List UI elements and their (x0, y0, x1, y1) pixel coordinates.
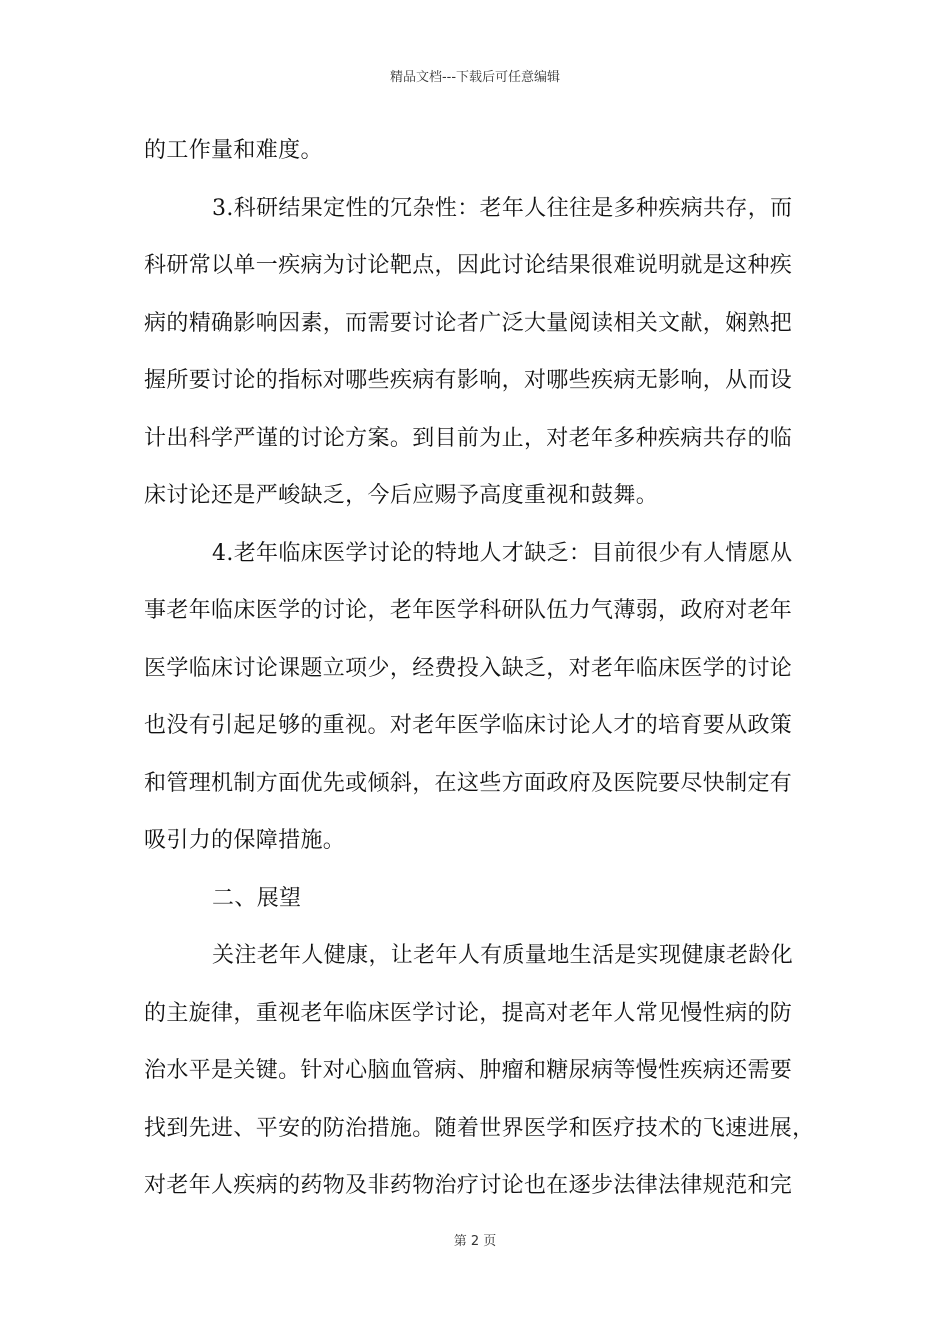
text-line: 找到先进、平安的防治措施。随着世界医学和医疗技术的飞速进展， (144, 1115, 815, 1141)
text-line: 也没有引起足够的重视。对老年医学临床讨论人才的培育要从政策 (144, 713, 793, 738)
text-line: 的主旋律，重视老年临床医学讨论，提高对老年人常见慢性病的防 (144, 1000, 793, 1026)
text-line: 对老年人疾病的药物及非药物治疗讨论也在逐步法律法律规范和完 (144, 1173, 793, 1198)
text-line: 4.老年临床医学讨论的特地人才缺乏：目前很少有人情愿从 (212, 540, 793, 566)
text-line: 和管理机制方面优先或倾斜，在这些方面政府及医院要尽快制定有 (144, 770, 793, 796)
text-line: 医学临床讨论课题立项少，经费投入缺乏，对老年临床医学的讨论 (144, 655, 793, 681)
text-line: 计出科学严谨的讨论方案。到目前为止，对老年多种疾病共存的临 (144, 425, 793, 451)
text-line: 病的精确影响因素，而需要讨论者广泛大量阅读相关文献，娴熟把 (144, 310, 793, 336)
text-line: 的工作量和难度。 (144, 138, 323, 163)
text-line: 科研常以单一疾病为讨论靶点，因此讨论结果很难说明就是这种疾 (144, 253, 793, 278)
text-line: 床讨论还是严峻缺乏，今后应赐予高度重视和鼓舞。 (144, 483, 659, 508)
text-line: 事老年临床医学的讨论，老年医学科研队伍力气薄弱，政府对老年 (144, 598, 793, 623)
page-number: 第 2 页 (453, 1234, 497, 1249)
text-line: 治水平是关键。针对心脑血管病、肿瘤和糖尿病等慢性疾病还需要 (144, 1058, 793, 1083)
document-body (144, 122, 815, 1215)
text-line: 握所要讨论的指标对哪些疾病有影响，对哪些疾病无影响，从而设 (144, 368, 793, 393)
text-line: 关注老年人健康，让老年人有质量地生活是实现健康老龄化 (212, 943, 794, 968)
text-line: 3.科研结果定性的冗杂性：老年人往往是多种疾病共存，而 (212, 195, 793, 221)
text-line: 吸引力的保障措施。 (144, 828, 346, 853)
page-header: 精品文档---下载后可任意编辑 (389, 70, 561, 85)
section-heading: 二、展望 (212, 885, 302, 911)
